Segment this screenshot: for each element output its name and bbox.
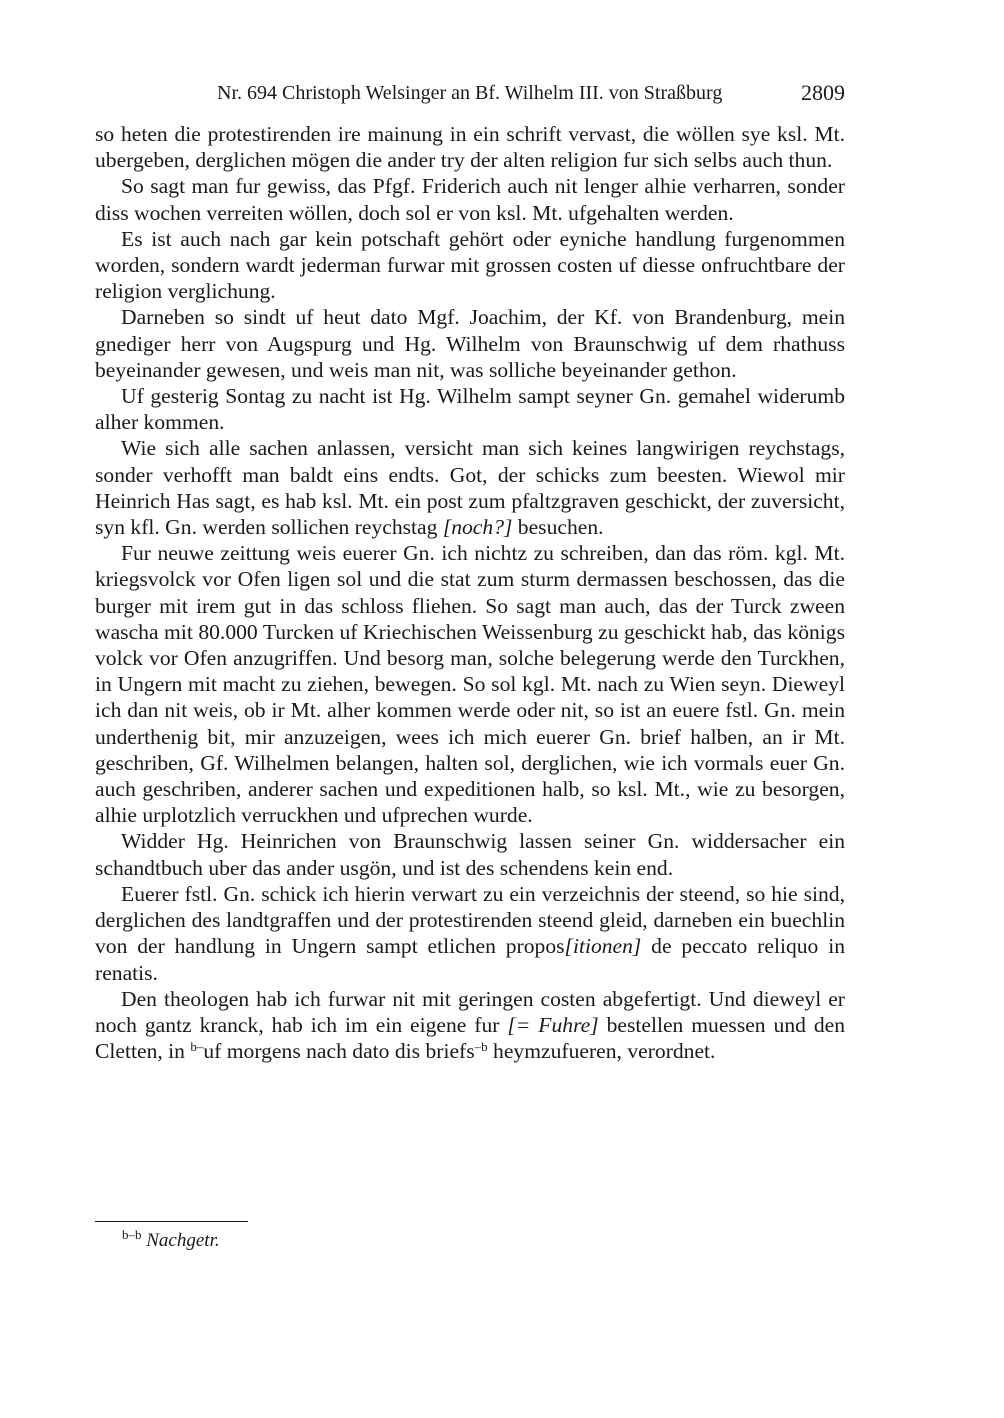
paragraph xyxy=(95,226,845,305)
editorial-insertion: [noch?] xyxy=(442,515,513,540)
footnote-marker: b–b xyxy=(122,1227,142,1242)
paragraph xyxy=(95,540,845,828)
paragraph xyxy=(95,881,845,986)
paragraph-text: bestellen muessen und den Cletten, in xyxy=(95,1012,845,1064)
paragraph-text: Darneben so sindt uf heut dato Mgf. Joachim, der Kf. von Brandenburg, mein gnediger herr von Augspurg und Hg. Wilhelm von Braunschwig uf dem rhathuss beyeinander gewesen, und weis man nit, was solliche beyeinander gethon. xyxy=(95,305,845,382)
paragraph-text: Es ist auch nach gar kein potschaft gehört oder eyniche handlung furgenommen worden, sondern wardt jederman furwar mit grossen costen uf diesse onfruchtbare der religion verglichung. xyxy=(95,226,845,304)
editorial-insertion: [= Fuhre] xyxy=(507,1012,599,1037)
footnote-mark-close: –b xyxy=(474,1039,488,1055)
main-text xyxy=(95,121,845,1064)
paragraph-text: so heten die protestirenden ire mainung in ein schrift vervast, die wöllen sye ksl. Mt. ubergeben, derglichen mögen die ander try der alten religion fur sich selbs auch thun. xyxy=(95,122,845,173)
paragraph xyxy=(95,986,845,1065)
paragraph xyxy=(95,383,845,435)
editorial-insertion: [itionen] xyxy=(564,934,642,959)
page-number: 2809 xyxy=(801,80,845,105)
paragraph xyxy=(95,304,845,383)
paragraph-text: Euerer fstl. Gn. schick ich hierin verwart zu ein verzeichnis der steend, so hie sind, derglichen des landtgraffen und der protestirenden steend gleid, darneben ein buechlin von der handlung in Ungern sampt etlichen propos xyxy=(95,881,845,959)
footnote-mark-open: b– xyxy=(190,1039,204,1055)
paragraph-text: besuchen. xyxy=(512,515,604,540)
footnote xyxy=(122,1227,220,1252)
footnote-rule xyxy=(95,1221,248,1222)
paragraph xyxy=(95,828,845,880)
running-title: Nr. 694 Christoph Welsinger an Bf. Wilhelm III. von Straßburg xyxy=(217,82,723,104)
paragraph-text: uf morgens nach dato dis briefs xyxy=(203,1039,475,1064)
paragraph-text: Den theologen hab ich furwar nit mit geringen costen abgefertigt. Und dieweyl er noch gantz kranck, hab ich im ein eigene fur xyxy=(95,986,845,1037)
paragraph-text: Widder Hg. Heinrichen von Braunschwig lassen seiner Gn. widdersacher ein schandtbuch uber das ander usgön, und ist des schendens kein end. xyxy=(95,829,845,880)
paragraph-text: de peccato reliquo in renatis. xyxy=(95,934,845,985)
paragraph xyxy=(95,173,845,225)
footnote-text: Nachgetr. xyxy=(146,1230,220,1251)
paragraph-text: Uf gesterig Sontag zu nacht ist Hg. Wilhelm sampt seyner Gn. gemahel widerumb alher kommen. xyxy=(95,384,845,435)
paragraph xyxy=(95,121,845,173)
paragraph xyxy=(95,435,845,540)
paragraph-text: So sagt man fur gewiss, das Pfgf. Friderich auch nit lenger alhie verharren, sonder diss wochen verreiten wöllen, doch sol er von ksl. Mt. ufgehalten werden. xyxy=(95,174,845,225)
running-head xyxy=(95,80,845,108)
paragraph-text: heymzufueren, verordnet. xyxy=(487,1039,716,1064)
paragraph-text: Wie sich alle sachen anlassen, versicht man sich keines langwirigen reychstags, sonder verhofft man baldt eins endts. Got, der schicks zum beesten. Wiewol mir Heinrich Has sagt, es hab ksl. Mt. ein post zum pfaltzgraven geschickt, der zuversicht, syn kfl. Gn. werden sollichen reychstag xyxy=(95,436,845,540)
paragraph-text: Fur neuwe zeittung weis euerer Gn. ich nichtz zu schreiben, dan das röm. kgl. Mt. kriegsvolck vor Ofen ligen sol und die stat zum sturm dermassen beschossen, das die burger mit irem gut in das schloss fliehen. So sagt man auch, das der Turck zween wascha mit 80.000 Turcken uf Kriechischen Weissenburg zu geschickt hab, das königs volck vor Ofen anzugriffen. Und besorg man, solche belegerung werde den Turckhen, in Ungern mit macht zu ziehen, bewegen. So sol kgl. Mt. nach zu Wien seyn. Dieweyl ich dan nit weis, ob ir Mt. alher kommen werde oder nit, so ist an euere fstl. Gn. mein underthenig bit, mir anzuzeigen, wees ich mich euerer Gn. brief halben, an ir Mt. geschriben, Gf. Wilhelmen belangen, halten sol, derglichen, wie ich vormals euer Gn. auch geschriben, anderer sachen und expeditionen halb, so ksl. Mt., wie zu besorgen, alhie urplotzlich verruckhen und ufprechen wurde. xyxy=(95,541,845,828)
